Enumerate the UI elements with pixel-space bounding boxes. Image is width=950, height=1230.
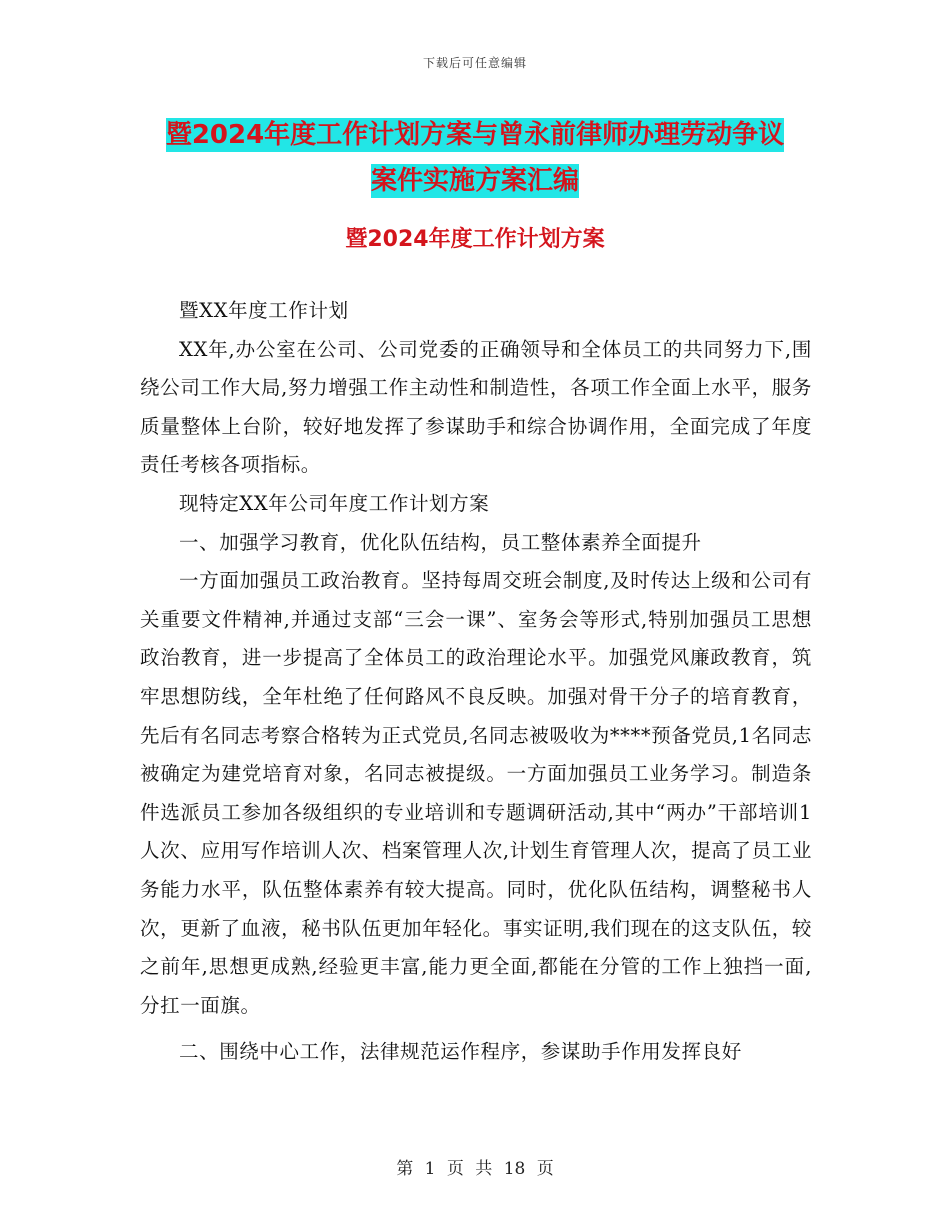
title-line-2: 案件实施方案汇编 [370, 166, 579, 196]
document-body [140, 292, 812, 1072]
paragraph-4: 一、加强学习教育，优化队伍结构，员工整体素养全面提升 [179, 530, 702, 554]
header-note: 下载后可任意编辑 [422, 56, 527, 70]
paragraph-6: 二、围绕中心工作，法律规范运作程序，参谋助手作用发挥良好 [179, 1040, 742, 1064]
title-line-1: 暨2024年度工作计划方案与曾永前律师办理劳动争议 [165, 120, 785, 150]
document-title [0, 112, 950, 204]
section-title: 暨2024年度工作计划方案 [345, 227, 605, 252]
paragraph-5: 一方面加强员工政治教育。坚持每周交班会制度,及时传达上级和公司有关重要文件精神,并通过支部“三会一课”、室务会等形式,特别加强员工思想政治教育，进一步提高了全体员工的政治理论水平。加强党风廉政教育，筑牢思想防线，全年杜绝了任何路风不良反映。加强对骨干分子的培育教育，先后有名同志考察合格转为正式党员,名同志被吸收为****预备党员,1名同志被确定为建党培育对象，名同志被提级。一方面加强员工业务学习。制造条件选派员工参加各级组织的专业培训和专题调研活动,其中“两办”干部培训1人次、应用写作培训人次、档案管理人次,计划生育管理人次，提高了员工业务能力水平，队伍整体素养有较大提高。同时，优化队伍结构，调整秘书人次，更新了血液，秘书队伍更加年轻化。事实证明,我们现在的这支队伍，较之前年,思想更成熟,经验更丰富,能力更全面,都能在分管的工作上独挡一面,分扛一面旗。 [140, 569, 812, 1017]
paragraph-3: 现特定XX年公司年度工作计划方案 [179, 491, 490, 515]
paragraph-1: 暨XX年度工作计划 [179, 299, 349, 322]
page-number: 第 1 页 共 18 页 [396, 1159, 554, 1179]
paragraph-2: XX年,办公室在公司、公司党委的正确领导和全体员工的共同努力下,围绕公司工作大局,努力增强工作主动性和制造性，各项工作全面上水平，服务质量整体上台阶，较好地发挥了参谋助手和综合协调作用，全面完成了年度责任考核各项指标。 [140, 337, 812, 477]
